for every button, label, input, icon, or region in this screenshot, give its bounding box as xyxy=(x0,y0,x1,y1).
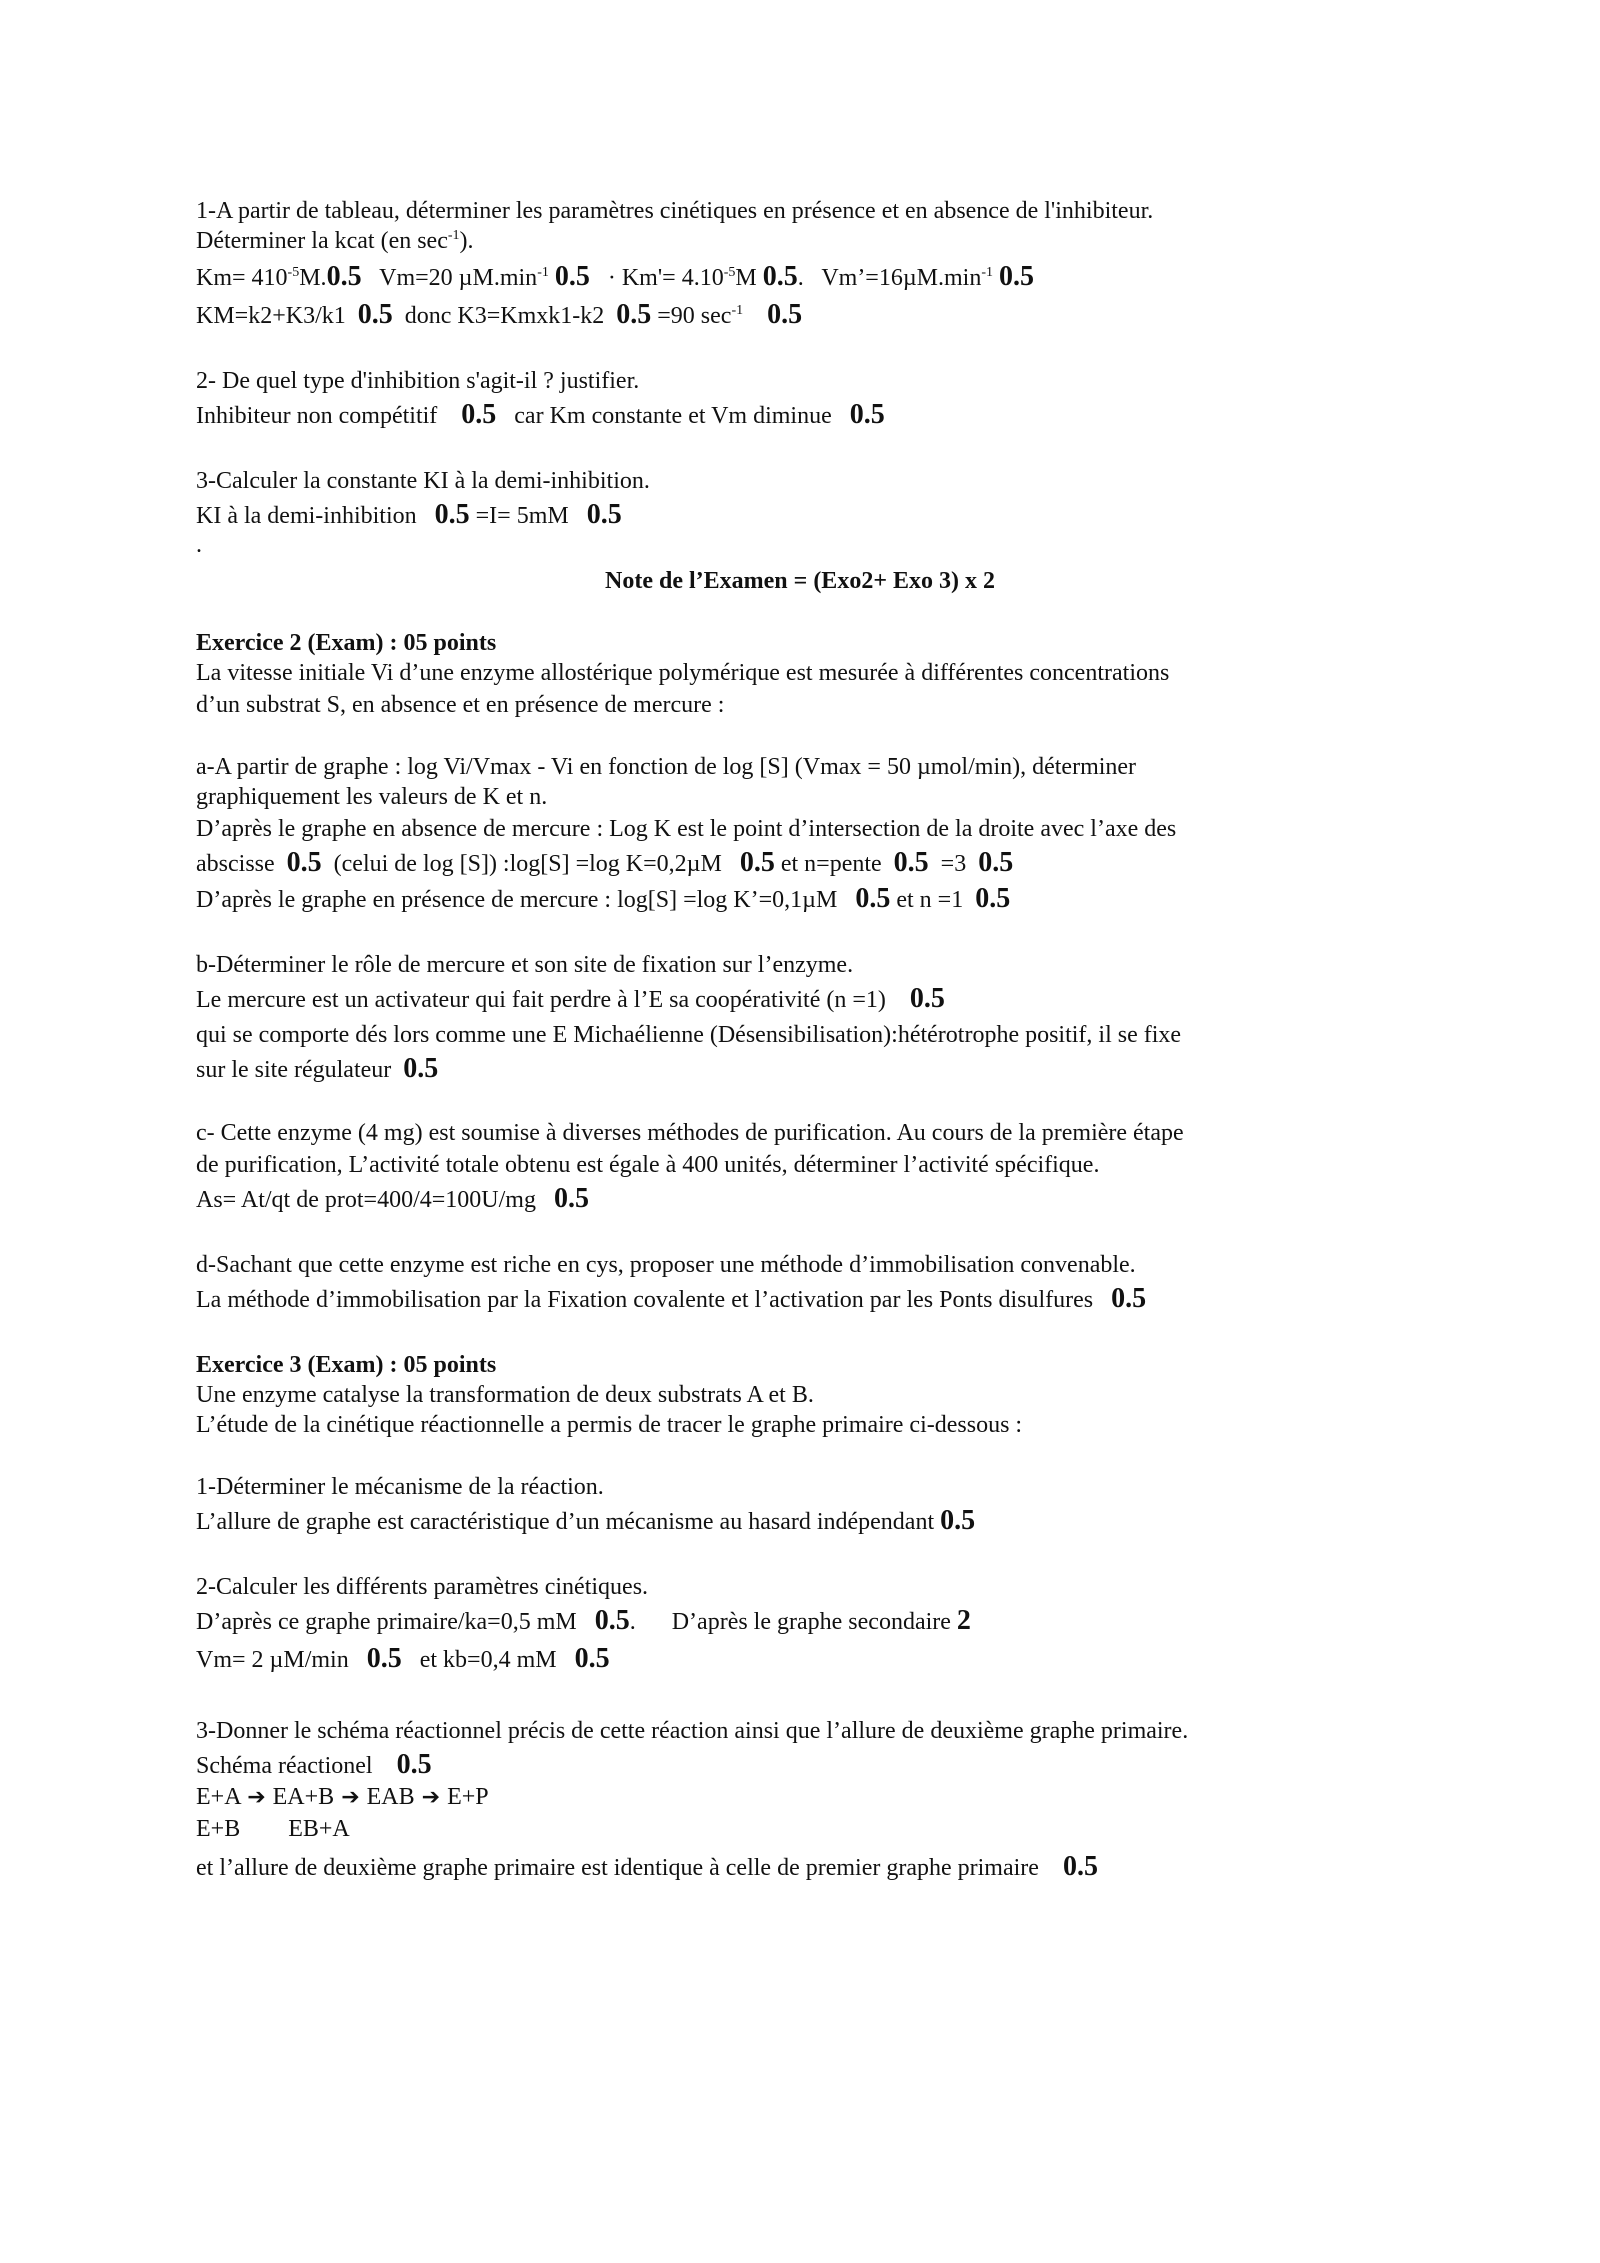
score: 0.5 xyxy=(849,399,885,430)
text: abscisse xyxy=(196,851,275,877)
question-line: c- Cette enzyme (4 mg) est soumise à diverses méthodes de purification. Au cours de la première étape xyxy=(196,1120,1184,1146)
score: 0.5 xyxy=(554,261,590,292)
score: 0.5 xyxy=(767,299,803,330)
text: =I= 5mM xyxy=(475,503,569,529)
score: 0.5 xyxy=(461,399,497,430)
text: Km= 410 xyxy=(196,265,288,291)
score: 0.5 xyxy=(999,261,1035,292)
score: 0.5 xyxy=(975,883,1011,914)
answer-line: $Km= 410^{-5}M.0.5$ Vm=20 $\mu M.\min^{-1}$ 0.5 · $Km'= 4.10^{-5}M$ 0.5. $Vm’=16\mu M.\min^{-1}$ 0.5 xyxy=(196,261,1035,292)
text: KM=k2+K3/k1 xyxy=(196,303,346,329)
text: 1-A partir de tableau, déterminer les paramètres cinétiques en présence et en absence de l'inhibiteur. xyxy=(196,198,1154,224)
answer-line xyxy=(196,1054,438,1085)
score: 0.5 xyxy=(940,1505,976,1536)
text: (celui de log [S]) :log[S] =log K=0,2µM xyxy=(333,851,722,877)
exponent: -1 xyxy=(981,265,994,280)
text: Inhibiteur non compétitif xyxy=(196,403,438,429)
score: 0.5 xyxy=(357,299,393,330)
score: 0.5 xyxy=(1111,1283,1147,1314)
answer-line xyxy=(196,300,802,331)
species: E+P xyxy=(447,1784,489,1810)
score: 0.5 xyxy=(978,847,1014,878)
answer-line xyxy=(196,1506,975,1537)
score: 0.5 xyxy=(893,847,929,878)
score: 0.5 xyxy=(855,883,891,914)
exercise-3-title: Exercice 3 (Exam) : 05 points xyxy=(196,1352,497,1378)
question-line xyxy=(196,196,1153,226)
text: =3 xyxy=(940,851,967,877)
score: 0.5 xyxy=(739,847,775,878)
question-line: 2- De quel type d'inhibition s'agit-il ? justifier. xyxy=(196,368,640,394)
question-line: 2-Calculer les différents paramètres cinétiques. xyxy=(196,1574,649,1600)
exercise-2-title: Exercice 2 (Exam) : 05 points xyxy=(196,630,497,656)
text: car Km constante et Vm diminue xyxy=(514,403,832,429)
answer-line xyxy=(196,1284,1146,1315)
score: 0.5 xyxy=(574,1643,610,1674)
question-line: 1-Déterminer le mécanisme de la réaction. xyxy=(196,1474,604,1500)
answer-line xyxy=(196,1750,432,1781)
answer-line: D’après ce graphe primaire/ka=0,5 mM 0.5. D’après le graphe secondaire 2 xyxy=(196,1605,971,1636)
text-line: Une enzyme catalyse la transformation de deux substrats A et B. xyxy=(196,1382,814,1408)
text: Schéma réactionel xyxy=(196,1753,373,1779)
text: D’après ce graphe primaire/ka=0,5 mM xyxy=(196,1609,577,1635)
score: 0.5 xyxy=(553,1183,589,1214)
reaction-scheme-line xyxy=(196,1782,489,1812)
answer-line xyxy=(196,984,945,1015)
text: M. xyxy=(299,265,327,291)
text: ). xyxy=(459,228,474,254)
text: KI à la demi-inhibition xyxy=(196,503,417,529)
score: 0.5 xyxy=(594,1605,630,1636)
score: 0.5 xyxy=(403,1053,439,1084)
species: EA+B xyxy=(272,1784,335,1810)
score: 0.5 xyxy=(1062,1851,1098,1882)
question-line xyxy=(196,226,474,256)
species: EAB xyxy=(366,1784,415,1810)
text: et l’allure de deuxième graphe primaire est identique à celle de premier graphe primaire xyxy=(196,1855,1039,1881)
question-line: b-Déterminer le rôle de mercure et son site de fixation sur l’enzyme. xyxy=(196,952,854,978)
answer-line xyxy=(196,1644,610,1675)
answer-line xyxy=(196,848,1013,879)
question-line: d-Sachant que cette enzyme est riche en cys, proposer une méthode d’immobilisation convenable. xyxy=(196,1252,1136,1278)
arrow-icon: ➔ xyxy=(421,1784,441,1809)
text: · Km'= 4.10 xyxy=(607,265,724,291)
text: As= At/qt de prot=400/4=100U/mg xyxy=(196,1187,536,1213)
text: et n=pente xyxy=(780,851,882,877)
arrow-icon: ➔ xyxy=(247,1784,266,1809)
score: 0.5 xyxy=(326,261,362,292)
species: E+A xyxy=(196,1784,241,1810)
exponent: -1 xyxy=(447,228,460,243)
answer-line xyxy=(196,400,885,431)
text: L’allure de graphe est caractéristique d’un mécanisme au hasard indépendant xyxy=(196,1509,935,1535)
reaction-scheme-line xyxy=(196,1814,350,1844)
question-line: graphiquement les valeurs de K et n. xyxy=(196,784,548,810)
text: sur le site régulateur xyxy=(196,1057,392,1083)
text-line: La vitesse initiale Vi d’une enzyme allostérique polymérique est mesurée à différentes concentrations xyxy=(196,660,1170,686)
question-line: 3-Calculer la constante KI à la demi-inhibition. xyxy=(196,468,650,494)
text: D’après le graphe secondaire xyxy=(671,1609,951,1635)
answer-line: qui se comporte dés lors comme une E Michaélienne (Désensibilisation):hétérotrophe positif, il se fixe xyxy=(196,1022,1182,1048)
text: donc K3=Kmxk1-k2 xyxy=(404,303,605,329)
text: M xyxy=(735,265,757,291)
answer-line xyxy=(196,884,1010,915)
answer-line xyxy=(196,1852,1098,1883)
question-line: a-A partir de graphe : log Vi/Vmax - Vi en fonction de log [S] (Vmax = 50 µmol/min), déterminer xyxy=(196,754,1137,780)
text: =90 sec xyxy=(657,303,732,329)
text: La méthode d’immobilisation par la Fixation covalente et l’activation par les Ponts disulfures xyxy=(196,1287,1094,1313)
score: 0.5 xyxy=(909,983,945,1014)
text-line: L’étude de la cinétique réactionnelle a permis de tracer le graphe primaire ci-dessous : xyxy=(196,1412,1023,1438)
exponent: -1 xyxy=(731,303,744,318)
text: et kb=0,4 mM xyxy=(419,1647,557,1673)
score: 0.5 xyxy=(366,1643,402,1674)
arrow-icon: ➔ xyxy=(341,1784,360,1809)
question-line: de purification, L’activité totale obtenu est égale à 400 unités, déterminer l’activité spécifique. xyxy=(196,1152,1100,1178)
text: Vm= 2 µM/min xyxy=(196,1647,349,1673)
score: 0.5 xyxy=(286,847,322,878)
text-line: d’un substrat S, en absence et en présence de mercure : xyxy=(196,692,725,718)
exponent: -1 xyxy=(537,265,549,280)
exam-note: Note de l’Examen = (Exo2+ Exo 3) x 2 xyxy=(605,568,995,594)
answer-line xyxy=(196,500,622,531)
text: Déterminer la kcat (en sec xyxy=(196,228,448,254)
score: 0.5 xyxy=(396,1749,432,1780)
score: 0.5 xyxy=(434,499,470,530)
text: D’après le graphe en présence de mercure : log[S] =log K’=0,1µM xyxy=(196,887,838,913)
score: 0.5 xyxy=(762,261,798,292)
species: E+B xyxy=(196,1816,241,1842)
text: et n =1 xyxy=(896,887,964,913)
answer-line xyxy=(196,1184,589,1215)
species: EB+A xyxy=(288,1816,350,1842)
text: Vm=20 µM.min xyxy=(379,265,538,291)
exponent: -5 xyxy=(287,265,300,280)
answer-line: D’après le graphe en absence de mercure : Log K est le point d’intersection de la droite avec l’axe des xyxy=(196,816,1177,842)
text: Vm’=16µM.min xyxy=(821,265,982,291)
score: 0.5 xyxy=(586,499,622,530)
stray-dot: . xyxy=(196,532,202,558)
question-line: 3-Donner le schéma réactionnel précis de cette réaction ainsi que l’allure de deuxième graphe primaire. xyxy=(196,1718,1189,1744)
exponent: -5 xyxy=(723,265,736,280)
score: 0.5 xyxy=(616,299,652,330)
score: 2 xyxy=(956,1605,971,1636)
text: Le mercure est un activateur qui fait perdre à l’E sa coopérativité (n =1) xyxy=(196,987,886,1013)
